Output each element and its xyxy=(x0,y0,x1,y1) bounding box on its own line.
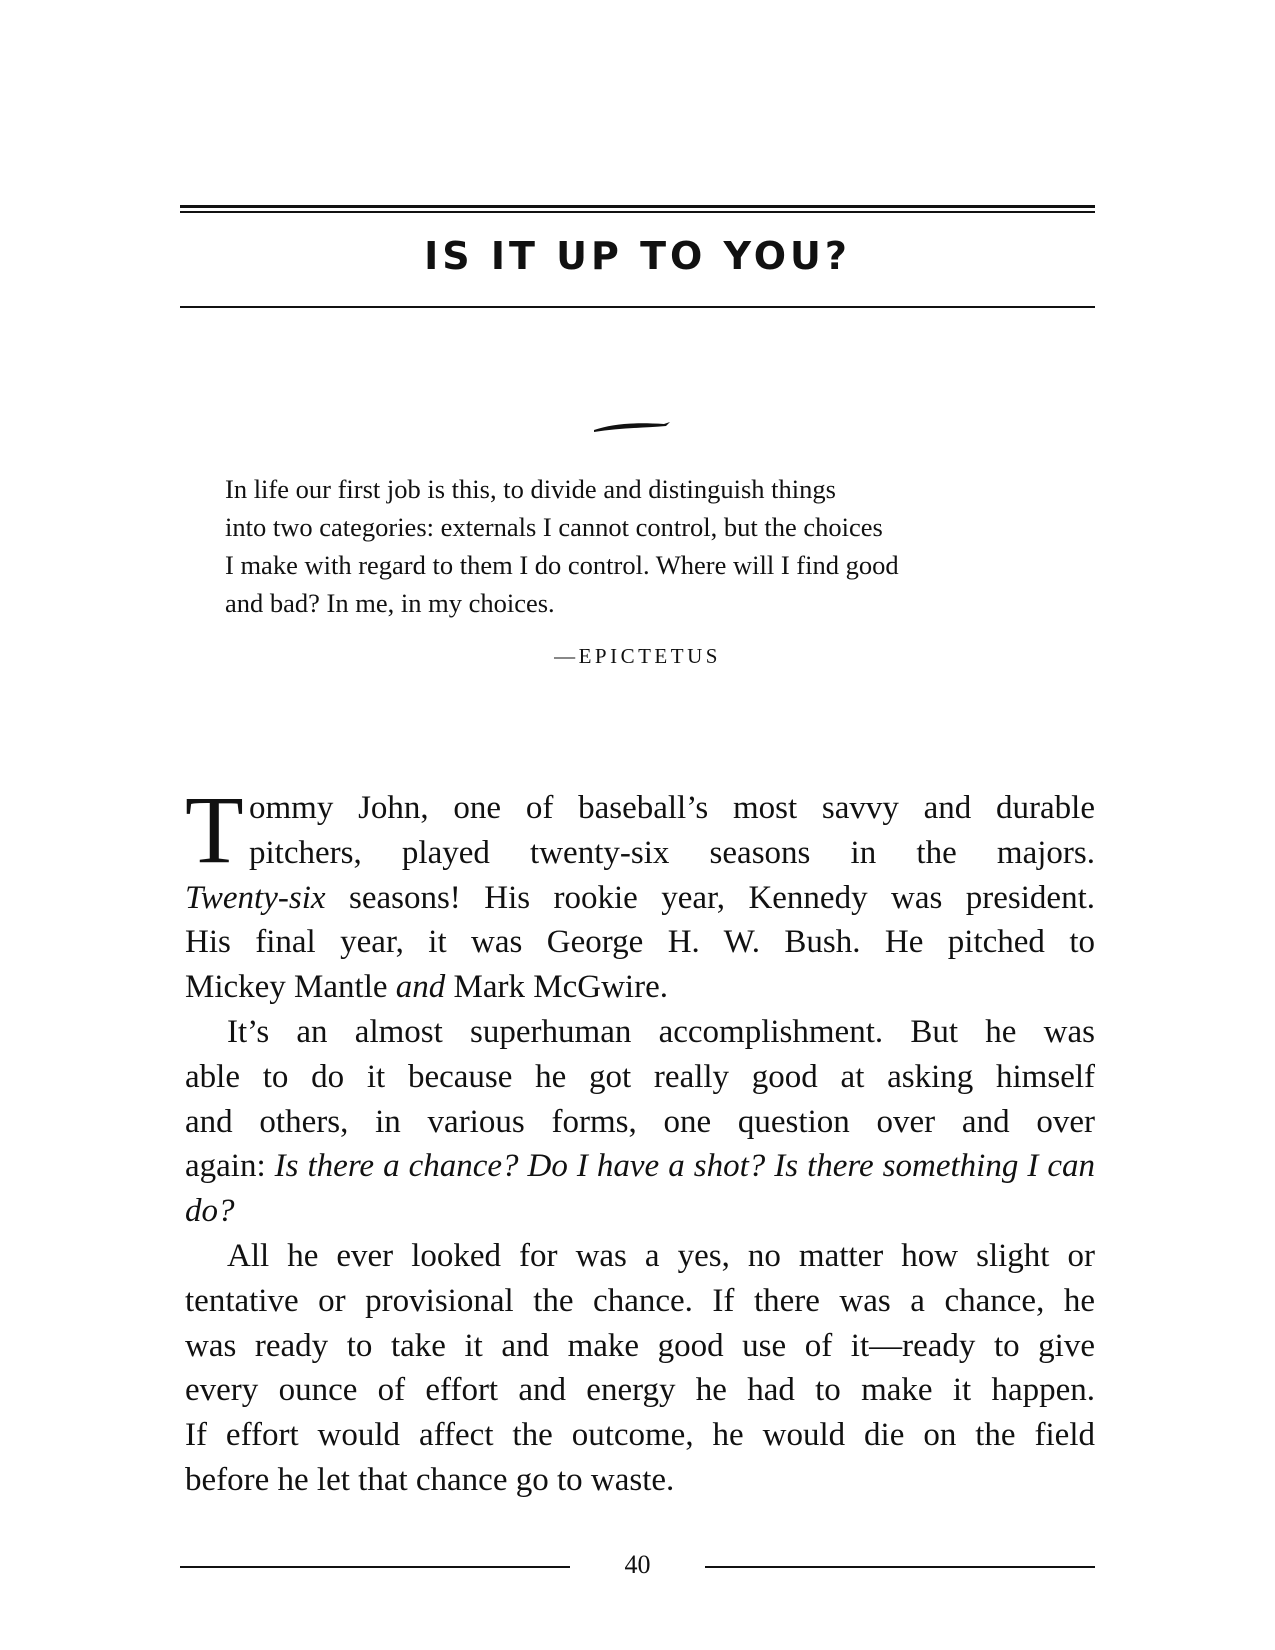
italic-text: and xyxy=(395,969,446,1006)
body-line: All he ever looked for was a yes, no matter how slight or xyxy=(227,1237,1095,1274)
drop-cap: T xyxy=(185,776,244,883)
swash-ornament-icon xyxy=(592,416,672,440)
body-text xyxy=(185,776,1095,1503)
header-rule-top-thin xyxy=(180,211,1095,213)
body-line: able to do it because he got really good at asking himself xyxy=(185,1058,1095,1095)
epigraph-line: and bad? In me, in my choices. xyxy=(225,588,555,618)
body-line: It’s an almost superhuman accomplishment. But he was xyxy=(227,1013,1095,1050)
body-line: His final year, it was George H. W. Bush. He pitched to xyxy=(185,924,1095,961)
body-line xyxy=(185,1144,1095,1189)
italic-text: Twenty-six xyxy=(185,879,326,916)
footer-rule-left xyxy=(180,1566,570,1568)
header-rule-top-thick xyxy=(180,205,1095,208)
epigraph-quote xyxy=(225,470,1085,622)
body-line: pitchers, played twenty-six seasons in the majors. xyxy=(249,834,1095,871)
body-line xyxy=(185,876,1095,921)
body-line xyxy=(185,965,1095,1010)
italic-text: do? xyxy=(185,1193,235,1230)
chapter-title: IS IT UP TO YOU? xyxy=(424,234,851,278)
body-line: before he let that chance go to waste. xyxy=(185,1461,675,1498)
body-text-run: Mickey Mantle xyxy=(185,969,396,1006)
body-text-run: again: xyxy=(185,1148,275,1185)
italic-text: Is there a chance? Do I have a shot? Is there something I can xyxy=(274,1148,1095,1185)
body-line: If effort would affect the outcome, he would die on the field xyxy=(185,1417,1095,1454)
epigraph-line: into two categories: externals I cannot control, but the choices xyxy=(225,512,883,542)
header-rule-bottom xyxy=(180,306,1095,308)
epigraph-line: I make with regard to them I do control. Where will I find good xyxy=(225,550,899,580)
body-line: tentative or provisional the chance. If there was a chance, he xyxy=(185,1282,1095,1319)
body-text-run: seasons! His rookie year, Kennedy was president. xyxy=(325,879,1095,916)
epigraph-attribution: —EPICTETUS xyxy=(554,644,721,668)
page-number: 40 xyxy=(624,1550,651,1579)
body-line: was ready to take it and make good use of it—ready to give xyxy=(185,1327,1095,1364)
body-text-run: Mark McGwire. xyxy=(445,969,668,1006)
body-line: and others, in various forms, one question over and over xyxy=(185,1103,1095,1140)
footer-rule-right xyxy=(705,1566,1095,1568)
body-line: every ounce of effort and energy he had to make it happen. xyxy=(185,1372,1095,1409)
epigraph-line: In life our first job is this, to divide and distinguish things xyxy=(225,474,836,504)
body-line: ommy John, one of baseball’s most savvy and durable xyxy=(249,790,1095,826)
body-line xyxy=(185,1189,1095,1234)
